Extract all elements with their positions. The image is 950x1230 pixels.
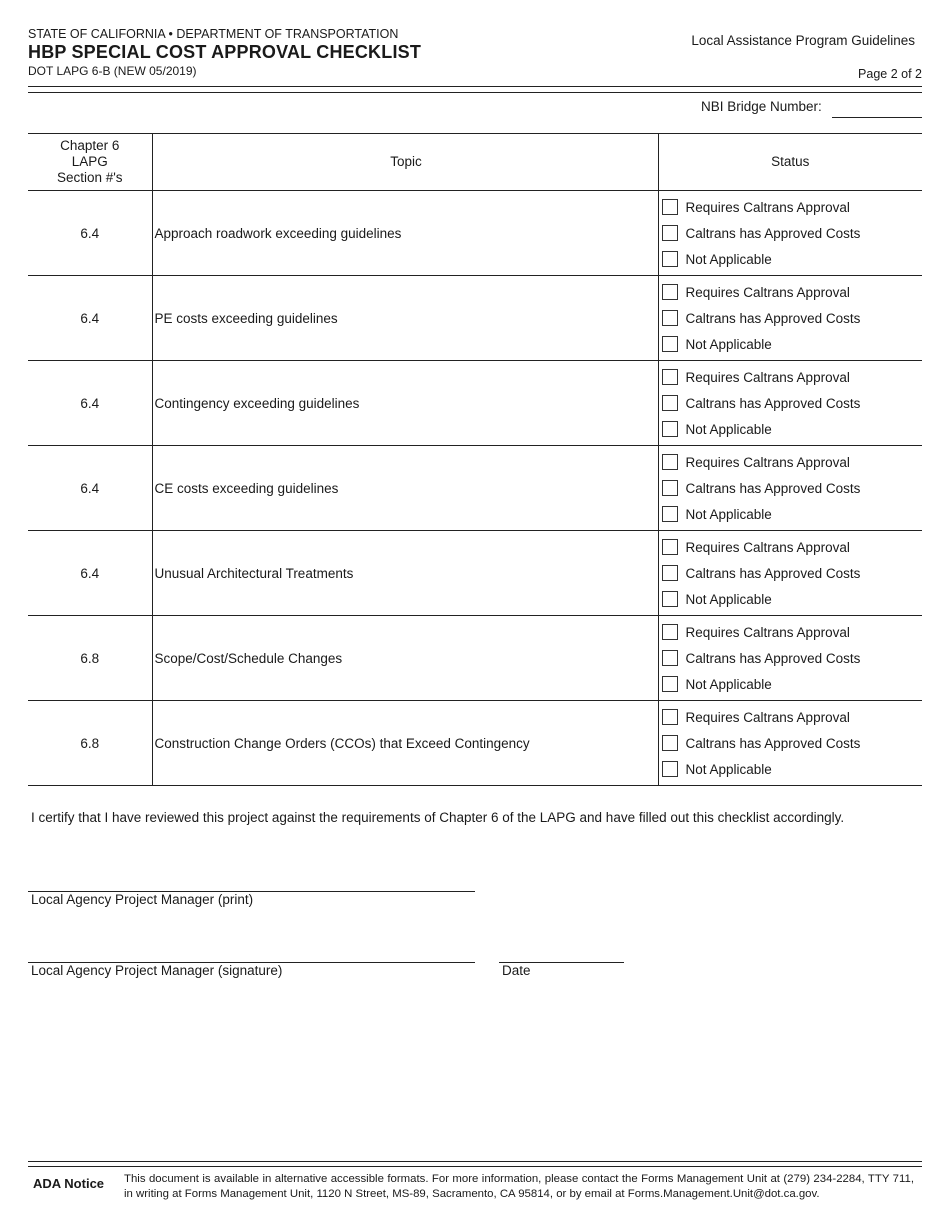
table-header-row bbox=[28, 134, 922, 191]
status-option-label: Not Applicable bbox=[685, 251, 772, 267]
status-checkbox[interactable] bbox=[662, 565, 678, 581]
status-option-label: Requires Caltrans Approval bbox=[685, 369, 850, 385]
status-option-label: Caltrans has Approved Costs bbox=[685, 480, 861, 496]
status-option-label: Caltrans has Approved Costs bbox=[685, 735, 861, 751]
nbi-bridge-number-field[interactable] bbox=[832, 103, 922, 118]
status-option[interactable] bbox=[659, 475, 923, 501]
status-options bbox=[659, 616, 923, 700]
status-option-label: Not Applicable bbox=[685, 421, 772, 437]
status-option[interactable] bbox=[659, 331, 923, 357]
status-checkbox[interactable] bbox=[662, 480, 678, 496]
checklist-table bbox=[28, 133, 922, 786]
status-options bbox=[659, 701, 923, 785]
status-option[interactable] bbox=[659, 645, 923, 671]
table-row bbox=[28, 616, 922, 701]
ada-notice-text: This document is available in alternative accessible formats. For more information, please contact the Forms Management Unit at (279) 234-2284, TTY 711, in writing at Forms Management Unit, 1120 N Street, MS-89, Sacramento, CA 95814, or by email at Forms.Management.Unit@dot.ca.gov. bbox=[124, 1173, 914, 1200]
status-cell bbox=[658, 701, 922, 786]
status-checkbox[interactable] bbox=[662, 761, 678, 777]
status-checkbox[interactable] bbox=[662, 421, 678, 437]
section-number: 6.8 bbox=[28, 701, 152, 786]
status-option[interactable] bbox=[659, 416, 923, 442]
status-option[interactable] bbox=[659, 305, 923, 331]
status-option-label: Requires Caltrans Approval bbox=[685, 199, 850, 215]
table-row bbox=[28, 191, 922, 276]
certification-statement: I certify that I have reviewed this project against the requirements of Chapter 6 of the LAPG and have filled out this checklist accordingly. bbox=[31, 810, 845, 825]
status-option-label: Requires Caltrans Approval bbox=[685, 284, 850, 300]
table-row bbox=[28, 701, 922, 786]
status-option-label: Caltrans has Approved Costs bbox=[685, 395, 861, 411]
status-option[interactable] bbox=[659, 364, 923, 390]
print-name-label: Local Agency Project Manager (print) bbox=[31, 892, 254, 907]
header-section: Chapter 6 LAPG Section #'s bbox=[28, 134, 152, 191]
status-option[interactable] bbox=[659, 619, 923, 645]
status-checkbox[interactable] bbox=[662, 591, 678, 607]
status-option-label: Not Applicable bbox=[685, 591, 772, 607]
status-checkbox[interactable] bbox=[662, 336, 678, 352]
status-checkbox[interactable] bbox=[662, 454, 678, 470]
status-option[interactable] bbox=[659, 756, 923, 782]
header-topic: Topic bbox=[152, 134, 658, 191]
form-number: DOT LAPG 6-B (NEW 05/2019) bbox=[28, 64, 197, 78]
status-option[interactable] bbox=[659, 534, 923, 560]
topic-cell: CE costs exceeding guidelines bbox=[152, 446, 658, 531]
status-option-label: Caltrans has Approved Costs bbox=[685, 310, 861, 326]
status-option-label: Not Applicable bbox=[685, 336, 772, 352]
guidelines-label: Local Assistance Program Guidelines bbox=[691, 33, 915, 48]
footer-rule-thin bbox=[28, 1166, 922, 1167]
section-number: 6.4 bbox=[28, 276, 152, 361]
section-number: 6.8 bbox=[28, 616, 152, 701]
topic-cell: Approach roadwork exceeding guidelines bbox=[152, 191, 658, 276]
status-cell bbox=[658, 446, 922, 531]
footer-rule bbox=[28, 1161, 922, 1162]
topic-cell: Unusual Architectural Treatments bbox=[152, 531, 658, 616]
status-option-label: Caltrans has Approved Costs bbox=[685, 225, 861, 241]
status-option-label: Not Applicable bbox=[685, 676, 772, 692]
status-cell bbox=[658, 191, 922, 276]
form-title: HBP SPECIAL COST APPROVAL CHECKLIST bbox=[28, 42, 422, 62]
date-label: Date bbox=[502, 963, 531, 978]
status-option[interactable] bbox=[659, 390, 923, 416]
status-option[interactable] bbox=[659, 560, 923, 586]
status-option-label: Requires Caltrans Approval bbox=[685, 454, 850, 470]
status-cell bbox=[658, 361, 922, 446]
status-option[interactable] bbox=[659, 730, 923, 756]
status-checkbox[interactable] bbox=[662, 310, 678, 326]
status-option[interactable] bbox=[659, 220, 923, 246]
status-option[interactable] bbox=[659, 586, 923, 612]
status-options bbox=[659, 446, 923, 530]
status-option[interactable] bbox=[659, 279, 923, 305]
header-rule bbox=[28, 86, 922, 87]
section-number: 6.4 bbox=[28, 191, 152, 276]
status-cell bbox=[658, 616, 922, 701]
status-checkbox[interactable] bbox=[662, 735, 678, 751]
ada-notice-label: ADA Notice bbox=[33, 1176, 105, 1191]
section-number: 6.4 bbox=[28, 361, 152, 446]
status-option[interactable] bbox=[659, 449, 923, 475]
status-checkbox[interactable] bbox=[662, 395, 678, 411]
status-checkbox[interactable] bbox=[662, 650, 678, 666]
status-option[interactable] bbox=[659, 246, 923, 272]
status-checkbox[interactable] bbox=[662, 624, 678, 640]
status-option-label: Caltrans has Approved Costs bbox=[685, 650, 861, 666]
status-option-label: Requires Caltrans Approval bbox=[685, 709, 850, 725]
status-option[interactable] bbox=[659, 704, 923, 730]
status-checkbox[interactable] bbox=[662, 225, 678, 241]
signature-label: Local Agency Project Manager (signature) bbox=[31, 963, 283, 978]
table-row bbox=[28, 361, 922, 446]
section-number: 6.4 bbox=[28, 446, 152, 531]
status-option[interactable] bbox=[659, 501, 923, 527]
table-row bbox=[28, 446, 922, 531]
page-number: Page 2 of 2 bbox=[858, 67, 922, 81]
status-option-label: Not Applicable bbox=[685, 761, 772, 777]
status-checkbox[interactable] bbox=[662, 251, 678, 267]
nbi-label: NBI Bridge Number: bbox=[701, 99, 822, 114]
topic-cell: Contingency exceeding guidelines bbox=[152, 361, 658, 446]
topic-cell: Scope/Cost/Schedule Changes bbox=[152, 616, 658, 701]
status-checkbox[interactable] bbox=[662, 676, 678, 692]
status-option-label: Requires Caltrans Approval bbox=[685, 624, 850, 640]
header-rule-thin bbox=[28, 92, 922, 93]
status-checkbox[interactable] bbox=[662, 506, 678, 522]
status-cell bbox=[658, 276, 922, 361]
status-checkbox[interactable] bbox=[662, 199, 678, 215]
table-row bbox=[28, 276, 922, 361]
status-option[interactable] bbox=[659, 671, 923, 697]
topic-cell: Construction Change Orders (CCOs) that Exceed Contingency bbox=[152, 701, 658, 786]
status-option-label: Not Applicable bbox=[685, 506, 772, 522]
status-checkbox[interactable] bbox=[662, 539, 678, 555]
status-option[interactable] bbox=[659, 194, 923, 220]
agency-name: STATE OF CALIFORNIA • DEPARTMENT OF TRANSPORTATION bbox=[28, 27, 399, 41]
status-options bbox=[659, 276, 923, 360]
status-checkbox[interactable] bbox=[662, 369, 678, 385]
status-cell bbox=[658, 531, 922, 616]
status-checkbox[interactable] bbox=[662, 709, 678, 725]
status-options bbox=[659, 531, 923, 615]
status-checkbox[interactable] bbox=[662, 284, 678, 300]
header-status: Status bbox=[658, 134, 922, 191]
table-row bbox=[28, 531, 922, 616]
status-options bbox=[659, 191, 923, 275]
table-body bbox=[28, 191, 922, 786]
section-number: 6.4 bbox=[28, 531, 152, 616]
topic-cell: PE costs exceeding guidelines bbox=[152, 276, 658, 361]
status-option-label: Caltrans has Approved Costs bbox=[685, 565, 861, 581]
status-options bbox=[659, 361, 923, 445]
status-option-label: Requires Caltrans Approval bbox=[685, 539, 850, 555]
